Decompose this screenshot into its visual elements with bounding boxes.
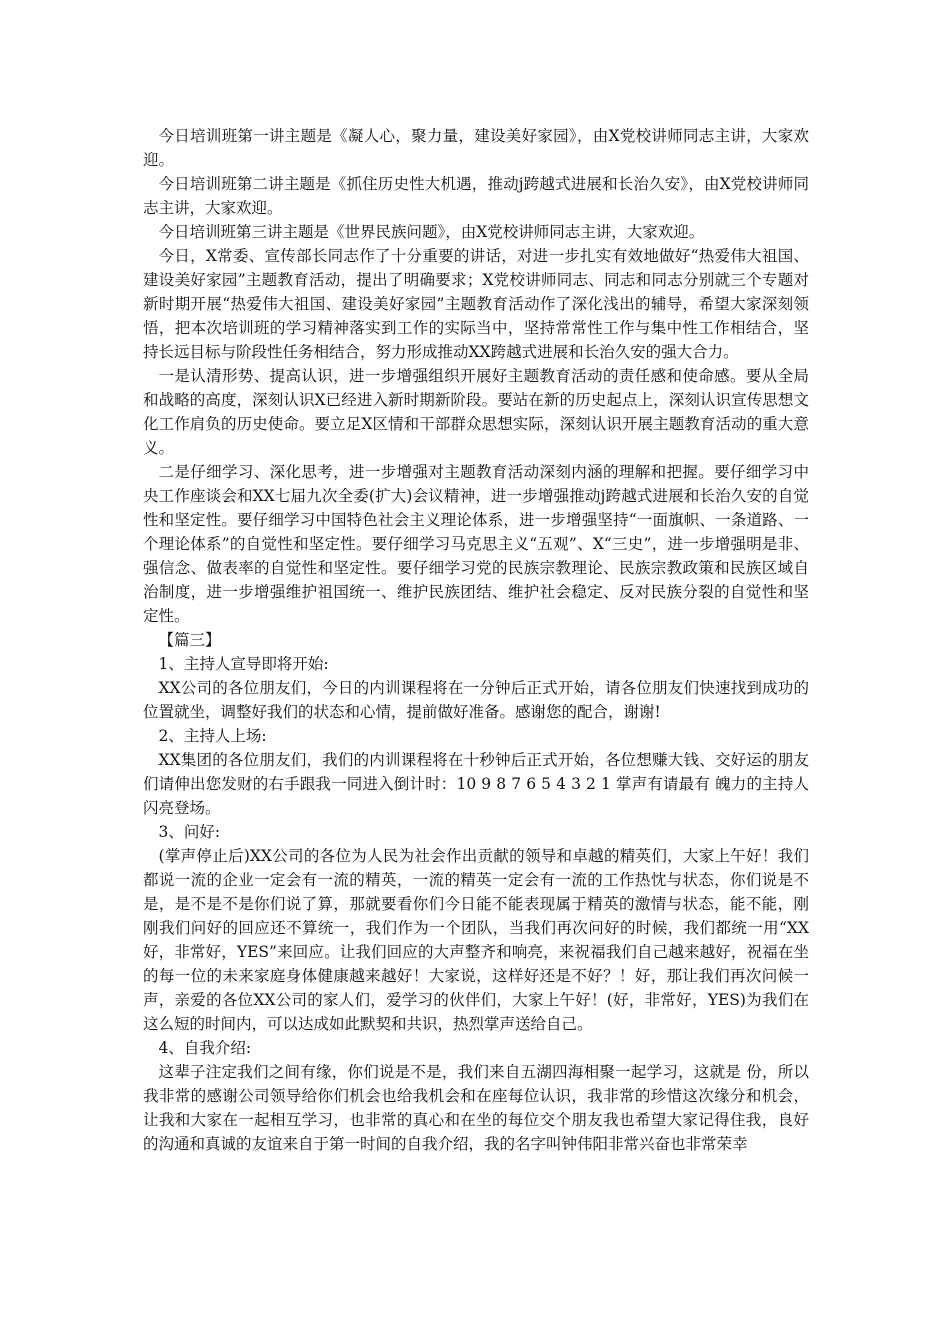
paragraph-item-2: XX集团的各位朋友们，我们的内训课程将在十秒钟后正式开始，各位想赚大钱、交好运的朋友们请伸出您发财的右手跟我一同进入倒计时：10 9 8 7 6 5 4 3 2 1 掌声有请最有 魄力的主持人闪亮登场。	[143, 751, 809, 817]
item-heading-3: 3、问好:	[158, 823, 221, 841]
paragraph-item-4: 这辈子注定我们之间有缘，你们说是不是，我们来自五湖四海相聚一起学习，这就是 份，所以我非常的感谢公司领导给你们机会也给我机会和在座每位认识，我非常的珍惜这次缘分和机会，让我和大家在一起相互学习，也非常的真心和在坐的每位交个朋友我也希望大家记得住我，良好的沟通和真诚的友谊来自于第一时间的自我介绍，我的名字叫钟伟阳非常兴奋也非常荣幸	[143, 1063, 809, 1153]
paragraph-point-1: 一是认清形势、提高认识，进一步增强组织开展好主题教育活动的责任感和使命感。要从全局和战略的高度，深刻认识X已经进入新时期新阶段。要站在新的历史起点上，深刻认识宣传思想文化工作肩负的历史使命。要立足X区情和干部群众思想实际，深刻认识开展主题教育活动的重大意义。	[143, 367, 809, 457]
section-heading: 【篇三】	[158, 631, 221, 649]
document-body	[143, 124, 809, 1156]
item-heading-1: 1、主持人宣导即将开始:	[158, 655, 329, 673]
paragraph-lecture-2: 今日培训班第二讲主题是《抓住历史性大机遇，推动j跨越式进展和长治久安》，由X党校讲师同志主讲，大家欢迎。	[143, 175, 809, 217]
item-heading-2: 2、主持人上场:	[158, 727, 267, 745]
paragraph-point-2: 二是仔细学习、深化思考，进一步增强对主题教育活动深刻内涵的理解和把握。要仔细学习中央工作座谈会和XX七届九次全委(扩大)会议精神，进一步增强推动j跨越式进展和长治久安的自觉性和坚定性。要仔细学习中国特色社会主义理论体系，进一步增强坚持“一面旗帜、一条道路、一个理论体系”的自觉性和坚定性。要仔细学习马克思主义“五观”、X“三史”，进一步增强明是非、强信念、做表率的自觉性和坚定性。要仔细学习党的民族宗教理论、民族宗教政策和民族区域自治制度，进一步增强维护祖国统一、维护民族团结、维护社会稳定、反对民族分裂的自觉性和坚定性。	[143, 463, 809, 625]
paragraph-lecture-3: 今日培训班第三讲主题是《世界民族问题》，由X党校讲师同志主讲，大家欢迎。	[158, 223, 705, 241]
paragraph-lecture-1: 今日培训班第一讲主题是《凝人心，聚力量，建设美好家园》，由X党校讲师同志主讲，大家欢迎。	[143, 127, 809, 169]
item-heading-4: 4、自我介绍:	[158, 1039, 252, 1057]
paragraph-item-1: XX公司的各位朋友们，今日的内训课程将在一分钟后正式开始，请各位朋友们快速找到成功的位置就坐，调整好我们的状态和心情，提前做好准备。感谢您的配合，谢谢!	[143, 679, 809, 721]
paragraph-summary: 今日，X常委、宣传部长同志作了十分重要的讲话，对进一步扎实有效地做好“热爱伟大祖国、建设美好家园”主题教育活动，提出了明确要求；X党校讲师同志、同志和同志分别就三个专题对新时期开展“热爱伟大祖国、建设美好家园”主题教育活动作了深化浅出的辅导，希望大家深刻领悟，把本次培训班的学习精神落实到工作的实际当中，坚持常常性工作与集中性工作相结合，坚持长远目标与阶段性任务相结合，努力形成推动XX跨越式进展和长治久安的强大合力。	[143, 247, 809, 361]
paragraph-item-3: (掌声停止后)XX公司的各位为人民为社会作出贡献的领导和卓越的精英们，大家上午好！我们都说一流的企业一定会有一流的精英，一流的精英一定会有一流的工作热忱与状态，你们说是不是，是不是不是你们说了算，那就要看你们今日能不能表现属于精英的激情与状态，能不能，刚刚我们问好的回应还不算统一，我们作为一个团队，当我们再次问好的时候，我们都统一用“XX好，非常好，YES”来回应。让我们回应的大声整齐和响亮，来祝福我们自己越来越好，祝福在坐的每一位的未来家庭身体健康越来越好！大家说，这样好还是不好？！好，那让我们再次问候一声，亲爱的各位XX公司的家人们，爱学习的伙伴们，大家上午好！(好，非常好，YES)为我们在这么短的时间内，可以达成如此默契和共识，热烈掌声送给自己。	[143, 847, 809, 1033]
